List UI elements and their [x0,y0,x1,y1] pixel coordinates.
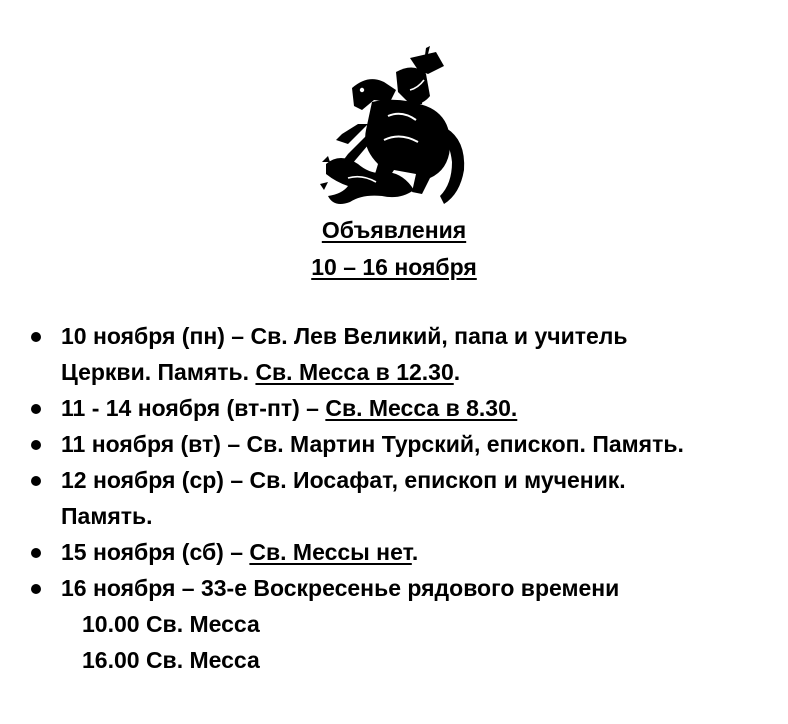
list-item: 10 ноября (пн) – Св. Лев Великий, папа и учитель Церкви. Память. Св. Месса в 12.30. [0,318,788,390]
bullet-icon [31,584,41,594]
list-item: 11 ноября (вт) – Св. Мартин Турский, епископ. Память. [0,426,788,462]
list-item: 15 ноября (сб) – Св. Мессы нет. [0,534,788,570]
bullet-icon [31,332,41,342]
bullet-icon [31,404,41,414]
list-item: 12 ноября (ср) – Св. Иосафат, епископ и мученик. Память. [0,462,788,534]
bullet-icon [31,476,41,486]
st-george-dragon-icon [318,44,468,214]
list-item: 16 ноября – 33-е Воскресенье рядового времени [0,570,788,606]
list-item: 11 - 14 ноября (вт-пт) – Св. Месса в 8.30. [0,390,788,426]
mass-time: 10.00 Св. Месса [82,611,260,637]
announcement-list [0,318,788,678]
date-range: 10 – 16 ноября [311,254,477,280]
bullet-icon [31,440,41,450]
mass-time: 16.00 Св. Месса [82,647,260,673]
page-title: Объявления [321,217,467,243]
bullet-icon [31,548,41,558]
